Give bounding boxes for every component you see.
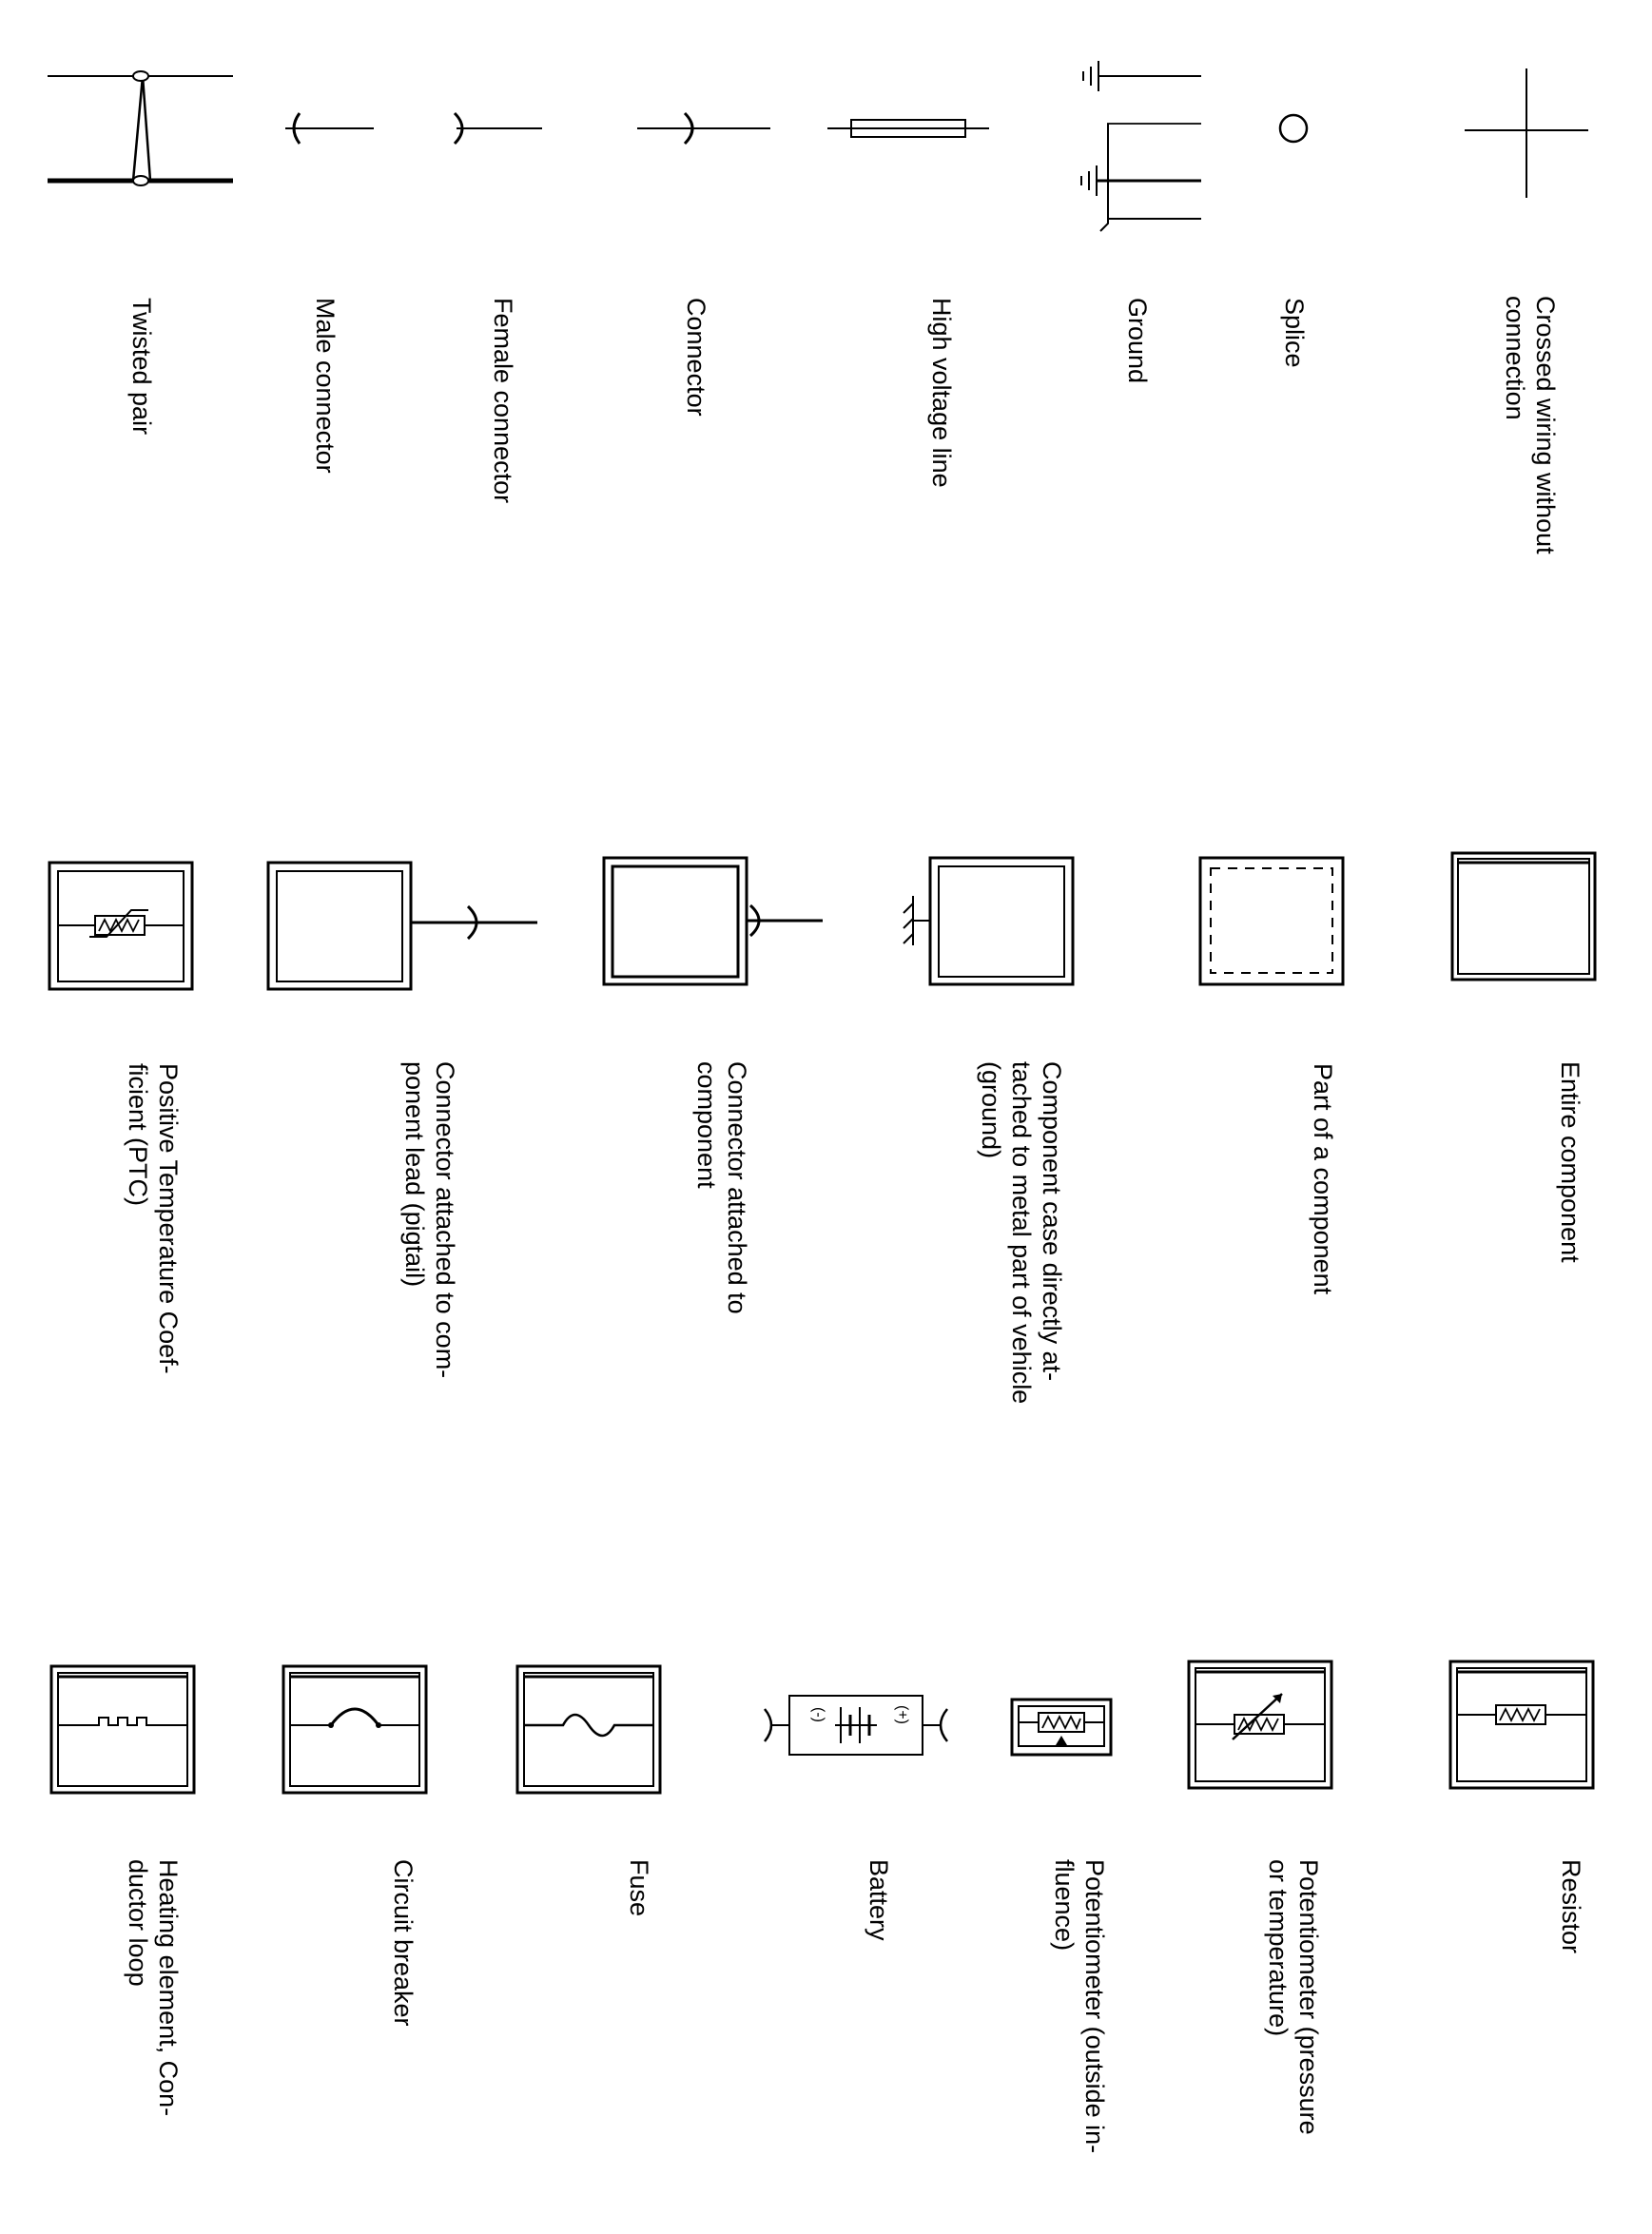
- ptc-symbol: [48, 861, 200, 994]
- connector-symbol: [628, 100, 780, 157]
- battery-plus-label: (+): [894, 1705, 910, 1724]
- high-voltage-line-symbol: [823, 105, 994, 152]
- heating-element-label-line-1: Heating element, Con-: [154, 1859, 183, 2117]
- pigtail-label-line-1: Connector attached to com-: [431, 1061, 459, 1379]
- heating-element-label-line-2: ductor loop: [124, 1859, 152, 1987]
- entire-component-symbol: [1450, 851, 1603, 984]
- twisted-pair-symbol: [38, 57, 247, 200]
- circuit-breaker-symbol: [282, 1664, 434, 1797]
- connector-component-label-line-2: component: [692, 1061, 721, 1189]
- female-connector-label: Female connector: [489, 298, 517, 504]
- battery-symbol: [761, 1688, 951, 1764]
- female-connector-symbol: [437, 100, 552, 157]
- part-component-label: Part of a component: [1309, 1063, 1337, 1295]
- pot-outside-label-line-1: Potentiometer (outside in-: [1080, 1859, 1109, 2154]
- battery-label: Battery: [865, 1859, 893, 1941]
- crossed-wiring-symbol: [1460, 67, 1593, 200]
- twisted-pair-label: Twisted pair: [127, 298, 156, 436]
- pot-pressure-label-line-2: or temperature): [1264, 1859, 1292, 2037]
- crossed-wiring-label-line-2: connection: [1501, 296, 1529, 420]
- case-ground-label-line-2: tached to metal part of vehicle: [1007, 1061, 1036, 1405]
- entire-component-label: Entire component: [1556, 1061, 1584, 1263]
- resistor-symbol: [1448, 1660, 1601, 1793]
- ground-symbol: [1070, 48, 1213, 238]
- pigtail-label-line-2: ponent lead (pigtail): [400, 1061, 429, 1288]
- pot-outside-label-line-2: fluence): [1050, 1859, 1079, 1952]
- fuse-symbol: [515, 1664, 668, 1797]
- case-ground-label-line-3: (ground): [977, 1061, 1005, 1159]
- circuit-breaker-label: Circuit breaker: [389, 1859, 418, 2027]
- connector-component-label-line-1: Connector attached to: [723, 1061, 751, 1314]
- case-ground-symbol: [875, 856, 1075, 989]
- high-voltage-line-label: High voltage line: [927, 298, 956, 488]
- heating-element-symbol: [49, 1664, 202, 1797]
- ground-label: Ground: [1123, 298, 1152, 384]
- pot-pressure-label-line-1: Potentiometer (pressure: [1294, 1859, 1323, 2135]
- part-component-symbol: [1198, 856, 1351, 989]
- fuse-label: Fuse: [625, 1859, 653, 1917]
- splice-label: Splice: [1280, 298, 1309, 368]
- splice-symbol: [1274, 109, 1312, 147]
- connector-component-symbol: [602, 856, 830, 989]
- pigtail-symbol: [266, 861, 542, 994]
- battery-minus-label: (-): [810, 1707, 826, 1722]
- case-ground-label-line-1: Component case directly at-: [1038, 1061, 1066, 1382]
- potentiometer-pressure-symbol: [1187, 1660, 1339, 1793]
- male-connector-label: Male connector: [311, 298, 340, 474]
- ptc-label-line-1: Positive Temperature Coef-: [154, 1063, 183, 1374]
- crossed-wiring-label-line-1: Crossed wiring without: [1531, 296, 1560, 554]
- connector-label: Connector: [682, 298, 710, 417]
- ptc-label-line-2: ficient (PTC): [124, 1063, 152, 1207]
- male-connector-symbol: [271, 100, 385, 157]
- potentiometer-outside-symbol: [1010, 1698, 1115, 1759]
- resistor-label: Resistor: [1557, 1859, 1585, 1954]
